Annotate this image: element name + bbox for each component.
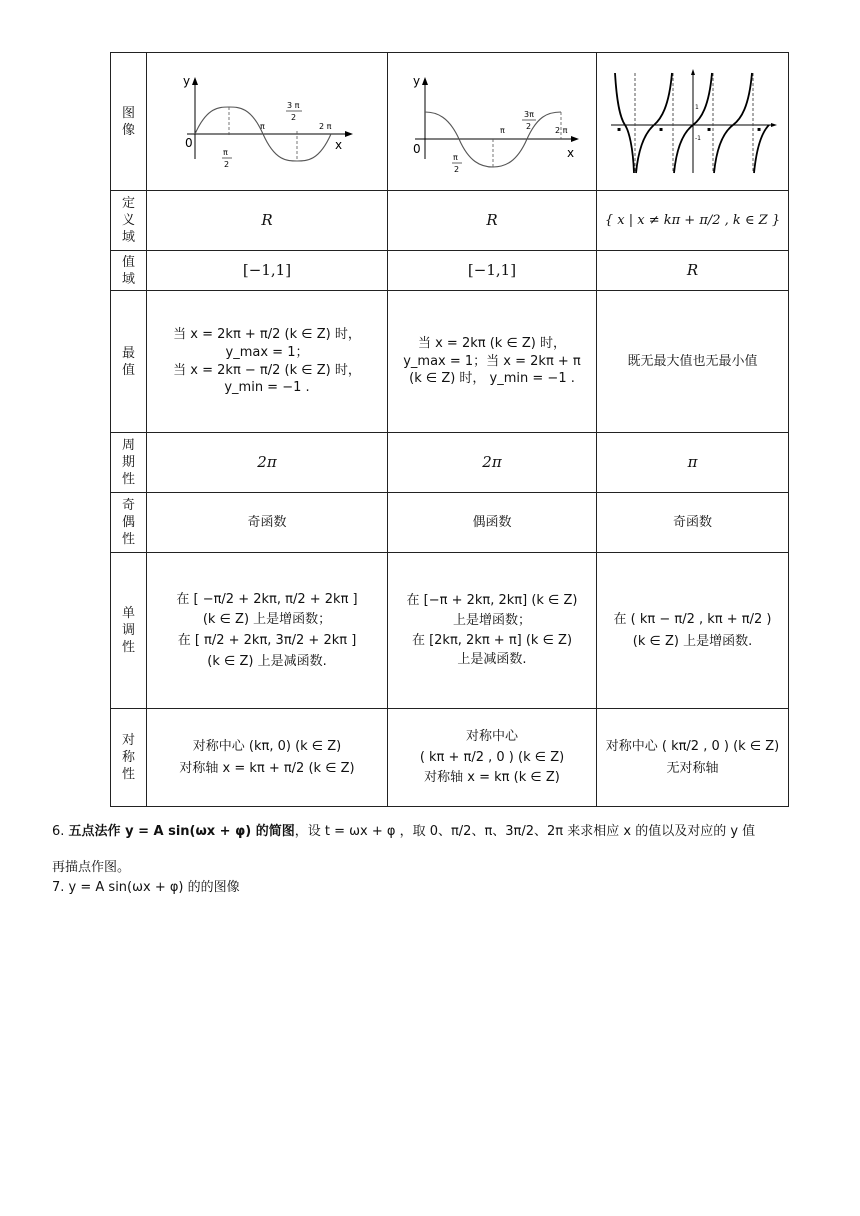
cos-extrema: 当 x = 2kπ (k ∈ Z) 时， y_max = 1；当 x = 2kπ + π (k ∈ Z) 时， y_min = −1 . bbox=[388, 291, 597, 433]
note-7-text: y = A sin(ωx + φ) 的的图像 bbox=[68, 880, 240, 895]
svg-text:▪: ▪ bbox=[658, 125, 663, 133]
row-monotonicity bbox=[111, 553, 789, 709]
note-7 bbox=[52, 876, 240, 895]
svg-text:▪: ▪ bbox=[616, 125, 621, 133]
row-symmetry bbox=[111, 709, 789, 807]
sin-x-label: x bbox=[335, 137, 343, 152]
svg-text:-1: -1 bbox=[694, 134, 701, 142]
sin-monotonicity: 在 [ −π/2 + 2kπ, π/2 + 2kπ ] (k ∈ Z) 上是增函数； 在 [ π/2 + 2kπ, 3π/2 + 2kπ ] (k ∈ Z) 上是减函数. bbox=[147, 553, 388, 709]
tan-monotonicity: 在 ( kπ − π/2 , kπ + π/2 ) (k ∈ Z) 上是增函数. bbox=[597, 553, 789, 709]
svg-text:2: 2 bbox=[454, 164, 460, 174]
sin-y-label: y bbox=[183, 73, 191, 88]
cos-range: [−1,1] bbox=[388, 251, 597, 291]
row-label-symmetry: 对 称 性 bbox=[111, 709, 147, 807]
note-6-continuation: 再描点作图。 bbox=[52, 860, 131, 875]
svg-text:2: 2 bbox=[224, 159, 230, 169]
sin-tick-3pi-half: 3 π bbox=[287, 100, 300, 110]
cos-symmetry: 对称中心 ( kπ + π/2 , 0 ) (k ∈ Z) 对称轴 x = kπ (k ∈ Z) bbox=[388, 709, 597, 807]
row-label-parity: 奇 偶 性 bbox=[111, 493, 147, 553]
note-6-rest: ，设 t = ωx + φ ，取 0、π/2、π、3π/2、2π 来求相应 x 的值以及对应的 y 值 bbox=[294, 824, 756, 839]
cos-domain: R bbox=[388, 191, 597, 251]
note-7-number: 7. bbox=[52, 880, 65, 895]
sin-graph bbox=[167, 67, 367, 177]
svg-text:2: 2 bbox=[526, 121, 532, 131]
row-label-domain: 定 义 域 bbox=[111, 191, 147, 251]
note-6-number: 6. bbox=[52, 824, 65, 839]
sin-tick-pi-half: π bbox=[223, 147, 228, 157]
sin-range: [−1,1] bbox=[147, 251, 388, 291]
sin-period: 2π bbox=[147, 433, 388, 493]
cos-origin-label: 0 bbox=[413, 141, 421, 156]
tan-domain: { x | x ≠ kπ + π/2 , k ∈ Z } bbox=[597, 191, 789, 251]
row-parity bbox=[111, 493, 789, 553]
sin-tick-pi: π bbox=[260, 121, 265, 131]
sin-domain: R bbox=[147, 191, 388, 251]
trig-properties-table bbox=[110, 52, 789, 807]
svg-text:1: 1 bbox=[694, 103, 699, 111]
cos-period: 2π bbox=[388, 433, 597, 493]
sin-symmetry: 对称中心 (kπ, 0) (k ∈ Z) 对称轴 x = kπ + π/2 (k ∈ Z) bbox=[147, 709, 388, 807]
note-6-bold: 五点法作 y = A sin(ωx + φ) 的简图 bbox=[68, 824, 295, 839]
svg-text:2: 2 bbox=[291, 112, 297, 122]
cos-tick-pi-half: π bbox=[453, 152, 458, 162]
svg-text:▪: ▪ bbox=[756, 125, 761, 133]
svg-text:▪: ▪ bbox=[706, 125, 711, 133]
row-domain bbox=[111, 191, 789, 251]
cos-graph bbox=[397, 67, 587, 177]
tan-graph-cell bbox=[597, 53, 789, 191]
sin-tick-2pi: 2 π bbox=[319, 121, 332, 131]
cos-x-label: x bbox=[567, 145, 575, 160]
cos-y-label: y bbox=[413, 73, 421, 88]
sin-graph-cell bbox=[147, 53, 388, 191]
tan-symmetry: 对称中心 ( kπ/2 , 0 ) (k ∈ Z) 无对称轴 bbox=[597, 709, 789, 807]
row-label-period: 周 期 性 bbox=[111, 433, 147, 493]
cos-parity: 偶函数 bbox=[388, 493, 597, 553]
tan-graph bbox=[607, 67, 779, 177]
cos-tick-pi: π bbox=[500, 125, 505, 135]
note-6 bbox=[52, 820, 822, 839]
cos-tick-3pi-half: 3π bbox=[524, 109, 534, 119]
tan-parity: 奇函数 bbox=[597, 493, 789, 553]
cos-graph-cell bbox=[388, 53, 597, 191]
sin-parity: 奇函数 bbox=[147, 493, 388, 553]
row-range bbox=[111, 251, 789, 291]
row-label-extrema: 最 值 bbox=[111, 291, 147, 433]
sin-origin-label: 0 bbox=[185, 135, 193, 150]
label-text: 图 像 bbox=[121, 105, 135, 138]
cos-monotonicity: 在 [−π + 2kπ, 2kπ] (k ∈ Z) 上是增函数； 在 [2kπ, 2kπ + π] (k ∈ Z) 上是减函数. bbox=[388, 553, 597, 709]
tan-extrema: 既无最大值也无最小值 bbox=[597, 291, 789, 433]
tan-range: R bbox=[597, 251, 789, 291]
cos-tick-2pi: 2 π bbox=[555, 125, 568, 135]
tan-period: π bbox=[597, 433, 789, 493]
row-extrema bbox=[111, 291, 789, 433]
row-label-range: 值 域 bbox=[111, 251, 147, 291]
row-label-graph bbox=[111, 53, 147, 191]
row-period bbox=[111, 433, 789, 493]
row-graph bbox=[111, 53, 789, 191]
row-label-monotonicity: 单 调 性 bbox=[111, 553, 147, 709]
sin-extrema: 当 x = 2kπ + π/2 (k ∈ Z) 时， y_max = 1； 当 x = 2kπ − π/2 (k ∈ Z) 时， y_min = −1 . bbox=[147, 291, 388, 433]
